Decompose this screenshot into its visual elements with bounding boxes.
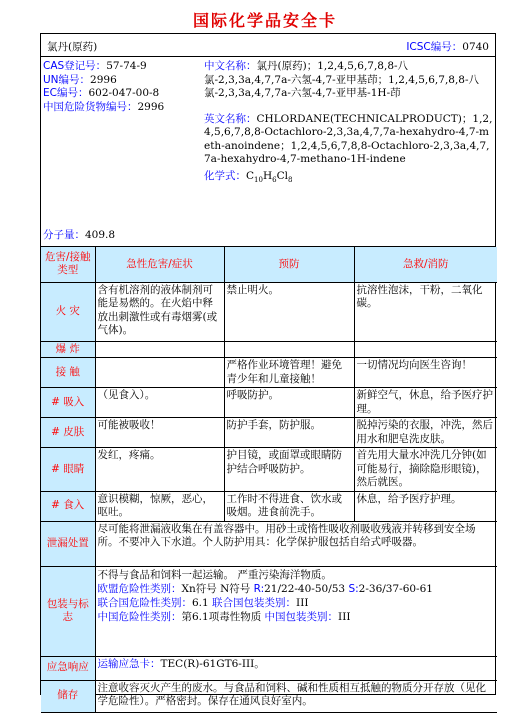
hazard-table bbox=[41, 247, 497, 713]
names-block bbox=[204, 60, 494, 187]
cas-number: CAS登记号：57-74-9 bbox=[43, 60, 147, 72]
card-title: 国际化学品安全卡 bbox=[192, 11, 337, 30]
row-storage: 储存 注意收容灭火产生的废水。与食品和饲料、碱和性质相互抵触的物质分开存放（见化学危险性）。严格密封。保存在通风良好室内。 bbox=[41, 680, 497, 712]
col-hazard: 急性危害/症状 bbox=[95, 247, 224, 282]
row-inhalation: # 吸入 （见食入）。 呼吸防护。 新鲜空气，休息，给予医疗护理。 bbox=[41, 388, 497, 418]
card-header bbox=[41, 34, 495, 57]
chinese-name: 中文名称：氯丹(原药)；1,2,4,5,6,7,8,8-八氯-2,3,3a,4,7,7a-六氢-4,7-亚甲基茚；1,2,4,5,6,7,8,8-八氯-2,3,3a,4,7,7a-六氢-4,7-亚甲基-1H-茚 bbox=[204, 60, 480, 99]
english-name: 英文名称：CHLORDANE(TECHNICALPRODUCT)；1,2,4,5,6,7,8,8-Octachloro-2,3,3a,4,7,7a-hexahydro-4,7-meth-anoindene；1,2,4,5,6,7,8,8-Octachloro-2,3,3a,4,7,7a-hexahydro-4,7-methano-1H-indene bbox=[204, 112, 493, 165]
row-skin: # 皮肤 可能被吸收！ 防护手套，防护服。 脱掉污染的衣服，冲洗，然后用水和肥皂洗皮肤。 bbox=[41, 418, 497, 448]
chemical-formula: 化学式：$C_{10}H_6Cl_8$ bbox=[204, 169, 293, 184]
col-prevention: 预防 bbox=[224, 247, 354, 282]
row-ingestion: # 食入 意识模糊，惊厥，恶心，呕吐。 工作时不得进食、饮水或吸烟。进食前洗手。 休息，给予医疗护理。 bbox=[41, 491, 497, 521]
cn-dangerous-goods-number: 中国危险货物编号：2996 bbox=[43, 100, 165, 113]
row-explosion: 爆 炸 bbox=[41, 341, 497, 358]
row-packaging: 包装与标志 不得与食品和饲料一起运输。 严重污染海洋物质。 欧盟危险性类别：Xn符号 N符号 R:21/22-40-50/53 S:2-36/37-60-61 联合国危险性类别：6.1 联合国包装类别：III 中国危险性类别：第6.1项毒性物质 中国包装类别：III bbox=[41, 566, 497, 656]
identification-block bbox=[41, 57, 495, 247]
molecular-weight: 分子量：409.8 bbox=[43, 229, 116, 241]
identifier-list bbox=[43, 60, 203, 114]
ec-number: EC编号：602-047-00-8 bbox=[43, 87, 160, 99]
icsc-number: ICSC编号：0740 bbox=[406, 41, 489, 53]
row-spill: 泄漏处置 尽可能将泄漏液收集在有盖容器中。用砂土或惰性吸收剂吸收残液并转移到安全场所。不要冲入下水道。个人防护用具：化学保护服包括自给式呼吸器。 bbox=[41, 521, 497, 566]
row-fire: 火 灾 含有机溶剂的液体制剂可能是易燃的。在火焰中释放出刺激性或有毒烟雾(或气体)。 禁止明火。 抗溶性泡沫，干粉，二氧化碳。 bbox=[41, 282, 497, 341]
row-eyes: # 眼睛 发红，疼痛。 护目镜，或面罩或眼睛防护结合呼吸防护。 首先用大量水冲洗几分钟(如可能易行，摘除隐形眼镜)，然后就医。 bbox=[41, 448, 497, 492]
row-emergency: 应急响应 运输应急卡：TEC(R)-61GT6-III。 bbox=[41, 656, 497, 680]
un-number: UN编号：2996 bbox=[43, 73, 117, 86]
col-firstaid: 急救/消防 bbox=[354, 247, 497, 282]
col-type: 危害/接触类型 bbox=[41, 247, 95, 282]
table-header-row bbox=[41, 247, 497, 282]
chemical-name: 氯丹(原药) bbox=[47, 41, 98, 53]
row-contact: 接 触 严格作业环境管理！避免青少年和儿童接触！ 一切情况均向医生咨询！ bbox=[41, 358, 497, 388]
safety-card bbox=[40, 33, 496, 707]
